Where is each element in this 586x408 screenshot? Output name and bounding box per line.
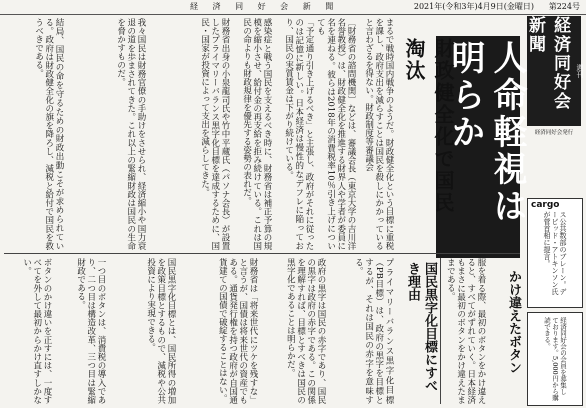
main-column-6: 我々国民は財務官僚の手助けをさせられ、経済縮小や国力衰退の道を歩まされてきた。これ以上の緊縮財政は国民の生命を脅かすものだ。 bbox=[115, 18, 146, 250]
vertical-divider bbox=[440, 258, 441, 404]
third-column-1: 服を着る際、最初のボタンをかけ違えると、すべてがずれていく。日本経済もまさに最初のボタンをかけ違えたままである。 bbox=[445, 258, 486, 404]
header-issue: 第224号 bbox=[548, 2, 580, 11]
second-column-3: 財務省は「将来世代にツケを残すな」と言うが、国債は将来世代の資産でもある。通貨発行権を持つ政府が自国通貨建ての国債で破綻することはない。 bbox=[217, 258, 258, 404]
third-headline: かけ違えたボタン bbox=[506, 270, 521, 374]
masthead-title: 経済同好会新聞 bbox=[525, 16, 570, 111]
main-column-2: 〔財務省の諮問機関〕などは、審議会長（東京大学の吉川洋名誉教授）は、財政健全化を推進する財界人や学者が委員に名を連ねる。彼らは2018年の消費税率10％引き上げについても bbox=[315, 18, 356, 250]
masthead-banner bbox=[525, 16, 584, 126]
cargo-box bbox=[527, 198, 583, 308]
second-column-1: プライマリーバランス黒字化目標（PB目標）は、政府の黒字を目標とするが、それは国民の赤字を意味する。 bbox=[353, 258, 394, 404]
second-column-4: 国民黒字化目標とは、国民所得の増加を政策目標とするもので、減税や公共投資により実現できる。 bbox=[145, 258, 176, 404]
main-column-1: まるで戦時国内戦争のようだ。財政健全化という目標に重税を課し、政府支出を減らすことは国民を殺しにかかっていると言わざるを得ない。財政制度等審議会 bbox=[363, 18, 394, 250]
cargo-tag: cargo bbox=[531, 200, 560, 210]
cargo-text: ス公共数部のブレーン。デービッド・アトキンソン氏が菅首相に提言。 bbox=[543, 211, 567, 295]
page-header bbox=[0, 0, 586, 15]
promo-box bbox=[527, 312, 583, 406]
second-headline: 国民黒字化目標にすべき理由 bbox=[405, 262, 437, 392]
header-paper-name: 経 済 同 好 会 新 聞 bbox=[190, 2, 340, 11]
main-column-5: 財務省出身の小泉龍司氏や竹中平蔵氏（パソナ会長）が設置したプライマリーバランス黒字化目標を達成するために、国民・国家が投資によって支出を減らしてきた。 bbox=[199, 18, 230, 250]
second-column-2: 政府の黒字は国民の赤字であり、国民の黒字は政府の赤字である。この関係を理解すれば、目標とすべきは国民の黒字化であることは明らかだ。 bbox=[285, 258, 326, 404]
main-subhead: 財政健全化で国民淘汰 bbox=[402, 38, 455, 214]
horizontal-divider bbox=[4, 253, 520, 254]
third-column-3: ボタンのかけ違いを正すには、一度すべてを外して最初からかけ直すしかない。 bbox=[21, 258, 52, 404]
masthead-info: 経済同好会発行 bbox=[534, 130, 574, 136]
masthead bbox=[525, 16, 584, 190]
promo-text: 経済同好会の会員を募集しております。5,000円から購読できる。 bbox=[543, 317, 567, 401]
main-column-4: 感染症と戦う国民を支えるべき時に、財務省は補正予算の規模を縮小させ、給付金の再支給を拒み続けている。これは国民の命よりも財政規律を優先する姿勢の表れだ。 bbox=[241, 18, 272, 250]
main-headline: 人命軽視は明らか bbox=[445, 40, 527, 225]
third-column-2: 一つ目のボタンは、消費税の導入であり、二つ目は構造改革、三つ目は緊縮財政である。 bbox=[75, 258, 106, 404]
main-column-3: 「予定通り引き上げるべき」と主張し、政府がそれに従ったのは記憶に新しい。日本経済は慢性的なデフレに陥っており、国民の実質賃金は下がり続けている。 bbox=[283, 18, 314, 250]
header-date: 2021年(令和3年)4月9日(金曜日) bbox=[413, 2, 534, 11]
main-column-7: 結局、国民の命を守るための財政出動こそが求められている。政府は財政健全化の旗を降ろし、減税と給付で国民を救うべきである。 bbox=[33, 18, 64, 250]
masthead-label: 週刊 bbox=[576, 64, 584, 78]
